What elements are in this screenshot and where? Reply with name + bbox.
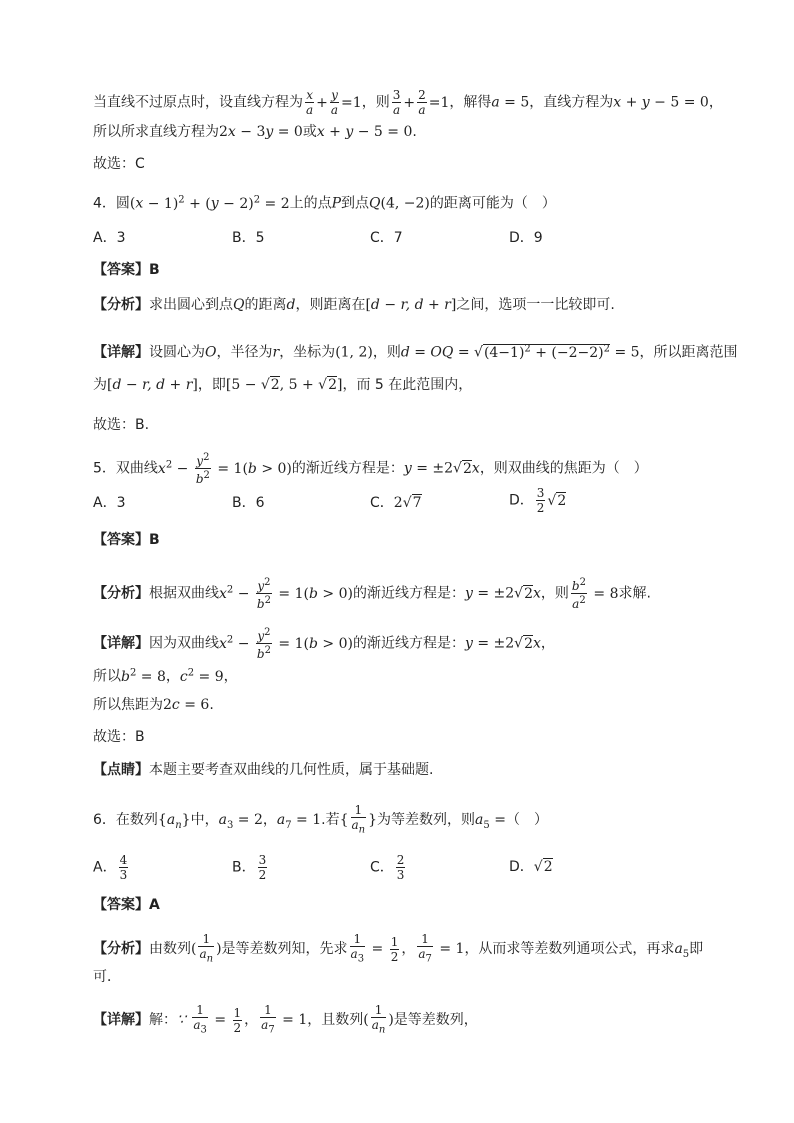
text: 5．双曲线 bbox=[93, 460, 158, 477]
text: 求解. bbox=[618, 585, 651, 602]
text: 的距离可能为（ ） bbox=[429, 195, 556, 212]
option-a[interactable]: A．3 bbox=[93, 495, 126, 511]
text: ，坐标为 bbox=[279, 344, 336, 361]
text: C． bbox=[370, 859, 394, 876]
detail-label: 【详解】 bbox=[93, 635, 149, 652]
text-line: 故选：B bbox=[93, 729, 145, 745]
comment-label: 【点睛】 bbox=[93, 762, 149, 778]
text: ，则 bbox=[372, 344, 401, 361]
text: ，且数列 bbox=[307, 1012, 364, 1029]
answer-label: 【答案】B bbox=[93, 532, 160, 548]
analysis-label: 【分析】 bbox=[93, 585, 149, 602]
analysis-label: 【分析】 bbox=[93, 297, 149, 313]
text: 中， bbox=[190, 812, 219, 829]
text: 若 bbox=[325, 812, 340, 829]
text: 设圆心为 bbox=[149, 344, 205, 361]
text: 是等差数列， bbox=[393, 1012, 478, 1029]
text: 的渐近线方程是： bbox=[291, 460, 404, 477]
detail: 【详解】因为双曲线$x^2$ − $\frac{y^2}{b^2}$ = 1(b > 0)的渐近线方程是：y = ±2√2x， bbox=[93, 627, 555, 661]
comment bbox=[93, 760, 714, 780]
text: 解： bbox=[149, 1012, 177, 1029]
text: B． bbox=[232, 859, 256, 876]
option-b[interactable]: B．6 bbox=[232, 495, 265, 511]
option-a[interactable]: A． $\frac{4}{3}$ bbox=[93, 853, 128, 882]
text: ，则 bbox=[540, 585, 569, 602]
text: D． bbox=[509, 859, 534, 875]
text: 本题主要考查双曲线的几何性质，属于基础题. bbox=[149, 762, 434, 778]
text: 的距离 bbox=[244, 297, 287, 313]
text: ，则距离在 bbox=[295, 297, 366, 313]
option-b[interactable]: B．5 bbox=[232, 230, 265, 246]
answer-label: 【答案】B bbox=[93, 262, 160, 278]
text: D． bbox=[509, 492, 534, 509]
text: ，所以距离范围 bbox=[639, 344, 738, 361]
option-c[interactable]: C．7 bbox=[370, 230, 403, 246]
detail-cont: 为[d − r, d + r]，即[5 − √2, 5 + √2]，而 5 在此范围内， bbox=[93, 377, 473, 393]
text: 所以 bbox=[93, 668, 121, 685]
text: 当直线不过原点时，设直线方程为 bbox=[93, 94, 303, 111]
detail-label: 【详解】 bbox=[93, 344, 149, 361]
option-c[interactable]: C．2√7 bbox=[370, 495, 422, 511]
option-d[interactable]: D． $\frac{3}{2}$ √2 bbox=[509, 486, 567, 515]
text: 因为双曲线 bbox=[149, 635, 219, 652]
text: ，则双曲线的焦距为（ ） bbox=[479, 460, 648, 477]
text: 根据双曲线 bbox=[149, 585, 219, 602]
analysis-label: 【分析】 bbox=[93, 941, 149, 958]
text: 即 bbox=[689, 941, 704, 958]
text: 为 bbox=[93, 377, 107, 393]
text: 所以焦距为 bbox=[93, 697, 163, 713]
text: 4．圆 bbox=[93, 195, 130, 212]
question-4: 4．圆$(x - 1)^2 + (y - 2)^2 = 2$上的点P到点Q(4, −2)的距离可能为（ ） bbox=[93, 194, 556, 212]
text-line: 所以$b^2 = 8$，$c^2 = 9$， bbox=[93, 667, 238, 685]
option-c[interactable]: C． $\frac{2}{3}$ bbox=[370, 853, 405, 882]
option-a[interactable]: A．3 bbox=[93, 230, 126, 246]
text-line: 所以所求直线方程为2x − 3y = 0或x + y − 5 = 0. bbox=[93, 124, 417, 140]
text: 之间，选项一一比较即可. bbox=[456, 297, 615, 313]
text: ，直线方程为 bbox=[529, 94, 614, 111]
answer-label: 【答案】A bbox=[93, 897, 160, 913]
text-line: 当直线不过原点时，设直线方程为 $\frac{x}{a}$ + $\frac{y}{a}$ =1，则 $\frac{3}{a}$ + $\frac{2}{a}$ =1，解得a = 5，直线方程为x + y − 5 = 0， bbox=[93, 88, 723, 117]
text: ，则 bbox=[361, 94, 390, 111]
detail-label: 【详解】 bbox=[93, 1012, 149, 1029]
text-line: 故选：C bbox=[93, 156, 145, 172]
text: 为等差数列，则 bbox=[377, 812, 476, 829]
option-d[interactable]: D．√2 bbox=[509, 859, 553, 875]
analysis: 【分析】求出圆心到点Q的距离d，则距离在[d − r, d + r]之间，选项一一比较即可. bbox=[93, 297, 615, 313]
text: ，而 5 在此范围内， bbox=[342, 377, 473, 393]
text: 的渐近线方程是： bbox=[352, 635, 465, 652]
text: ，从而求等差数列通项公式，再求 bbox=[464, 941, 675, 958]
text: 所以所求直线方程为 bbox=[93, 124, 219, 140]
text: 上的点 bbox=[289, 195, 332, 212]
text: 6．在数列 bbox=[93, 812, 158, 829]
text: ，解得 bbox=[449, 94, 492, 111]
text: 到点 bbox=[341, 195, 370, 212]
text: 由数列 bbox=[149, 941, 191, 958]
text: ，即 bbox=[197, 377, 226, 393]
text: 求出圆心到点 bbox=[149, 297, 233, 313]
text: 或 bbox=[302, 124, 317, 140]
text: 是等差数列知，先求 bbox=[221, 941, 348, 958]
detail: 【详解】解：∵ $\frac{1}{a_3}$ = $\frac{1}{2}$ ， $\frac{1}{a_7}$ = 1，且数列( $\frac{1}{a_n}$ )是等差数列， bbox=[93, 1003, 478, 1036]
question-6: 6．在数列$\{a_n\}$中，$a_3 = 2$，$a_7 = 1$.若{ $\frac{1}{a_n}$ }为等差数列，则$a_5$ =（ ） bbox=[93, 803, 548, 836]
text: A． bbox=[93, 859, 117, 876]
analysis: 【分析】由数列( $\frac{1}{a_n}$ )是等差数列知，先求 $\frac{1}{a_3}$ = $\frac{1}{2}$ ， $\frac{1}{a_7}$ = 1，从而求等差数列通项公式，再求$a_5$即 bbox=[93, 932, 704, 965]
option-d[interactable]: D．9 bbox=[509, 230, 543, 246]
text-line: 可． bbox=[93, 969, 121, 985]
text: ，半径为 bbox=[216, 344, 273, 361]
text-line: 所以焦距为2c = 6. bbox=[93, 697, 214, 713]
detail: 【详解】设圆心为O，半径为r，坐标为(1, 2)，则d = OQ = $√(4-1)^2 + (-2-2)^2 = 5$，所以距离范围 bbox=[93, 343, 738, 361]
text-line: 故选：B. bbox=[93, 417, 150, 433]
text: 的渐近线方程是： bbox=[352, 585, 465, 602]
analysis: 【分析】根据双曲线$x^2$ − $\frac{y^2}{b^2}$ = 1(b > 0)的渐近线方程是：y = ±2√2x，则 $\frac{b^2}{a^2}$ = 8求解. bbox=[93, 577, 651, 611]
text: （ ） bbox=[505, 812, 548, 829]
text: C． bbox=[370, 495, 394, 511]
question-5: 5．双曲线$x^2$ − $\frac{y^2}{b^2}$ = 1(b > 0)的渐近线方程是：y = ±2√2x，则双曲线的焦距为（ ） bbox=[93, 452, 648, 486]
option-b[interactable]: B． $\frac{3}{2}$ bbox=[232, 853, 267, 882]
